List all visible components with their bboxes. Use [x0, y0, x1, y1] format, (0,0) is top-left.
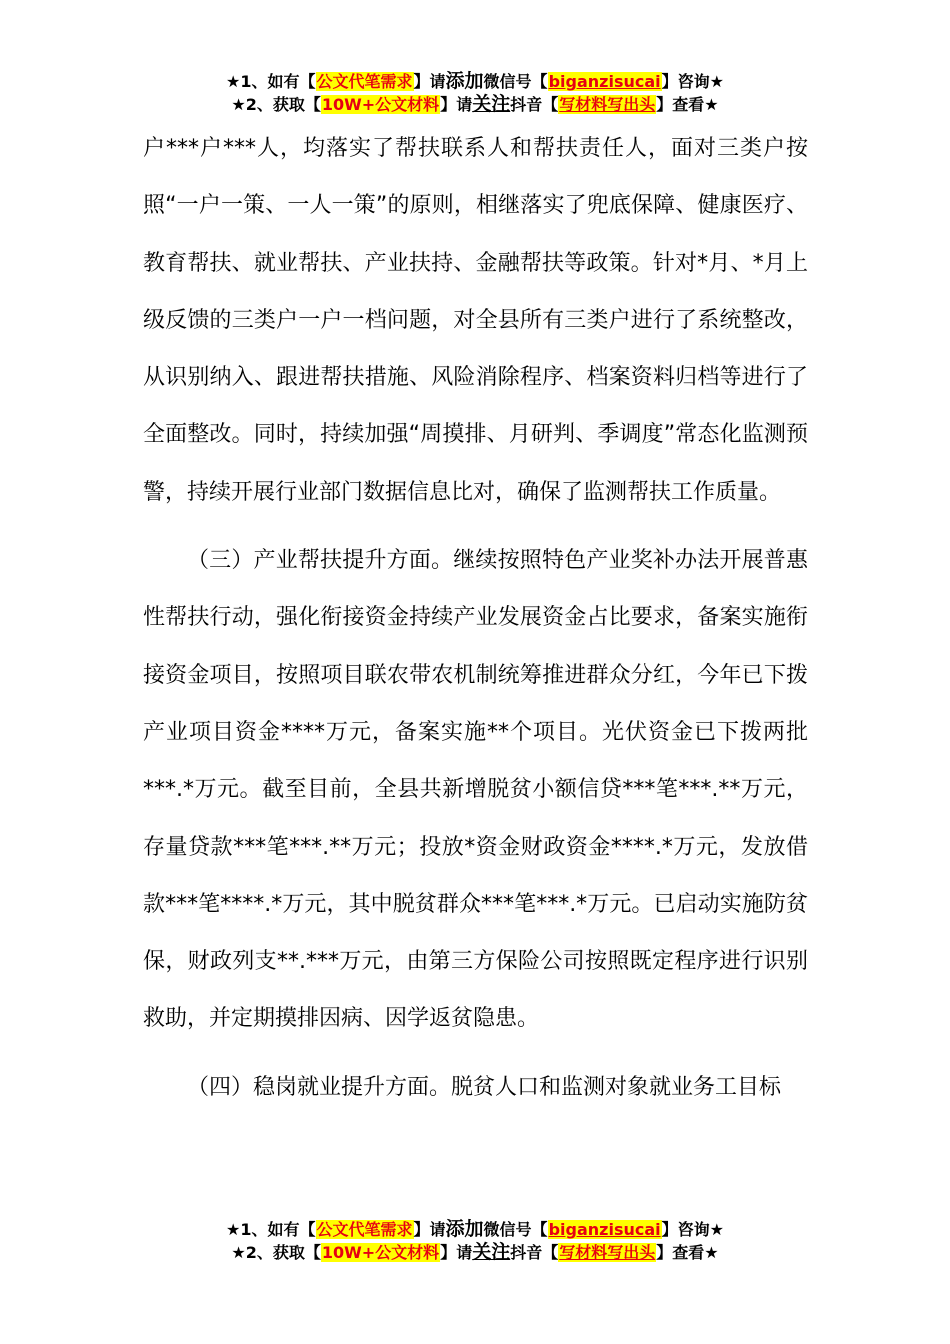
banner-text: 微信号【 [483, 1220, 548, 1239]
paragraph: 户***户***人，均落实了帮扶联系人和帮扶责任人，面对三类户按照“一户一策、一人一策”的原则，相继落实了兜底保障、健康医疗、教育帮扶、就业帮扶、产业扶持、金融帮扶等政策。针对*月、*月上级反馈的三类户一户一档问题，对全县所有三类户进行了系统整改，从识别纳入、跟进帮扶措施、风险消除程序、档案资料归档等进行了全面整改。同时，持续加强“周摸排、月研判、季调度”常态化监测预警，持续开展行业部门数据信息比对，确保了监测帮扶工作质量。 [143, 136, 808, 505]
wechat-id-link[interactable]: biganzisucai [548, 72, 661, 91]
douyin-account-link[interactable]: 写材料写出头 [559, 1243, 656, 1262]
banner-text: ★1、如有【 [226, 72, 316, 91]
banner-text: 】请 [440, 1243, 473, 1262]
banner-text: ★1、如有【 [226, 1220, 316, 1239]
banner-text: ★2、获取【 [231, 1243, 321, 1262]
header-banner [0, 70, 950, 116]
banner-text: 】请 [440, 95, 473, 114]
banner-emphasis: 关注 [472, 1241, 511, 1263]
banner-line-1 [0, 70, 950, 93]
banner-line-2 [0, 1241, 950, 1264]
banner-text: 】咨询★ [661, 72, 724, 91]
banner-text: 】查看★ [656, 95, 719, 114]
banner-text: 】查看★ [656, 1243, 719, 1262]
footer-banner [0, 1218, 950, 1264]
banner-text: 微信号【 [483, 72, 548, 91]
banner-text: 】咨询★ [661, 1220, 724, 1239]
highlight-materials: 10W+公文材料 [321, 1243, 440, 1262]
highlight-materials: 10W+公文材料 [321, 95, 440, 114]
banner-text: ★2、获取【 [231, 95, 321, 114]
banner-emphasis: 关注 [472, 93, 511, 115]
banner-emphasis: 添加 [445, 1218, 484, 1240]
document-body [143, 120, 808, 1116]
paragraph-employment: （四）稳岗就业提升方面。脱贫人口和监测对象就业务工目标 [187, 1074, 782, 1100]
wechat-id-link[interactable]: biganzisucai [548, 1220, 661, 1239]
highlight-writing-service: 公文代笔需求 [316, 72, 413, 91]
paragraph-industry-support: （三）产业帮扶提升方面。继续按照特色产业奖补办法开展普惠性帮扶行动，强化衔接资金持续产业发展资金占比要求，备案实施衔接资金项目，按照项目联农带农机制统筹推进群众分红，今年已下拨产业项目资金****万元，备案实施**个项目。光伏资金已下拨两批***.*万元。截至目前，全县共新增脱贫小额信贷***笔***.**万元，存量贷款***笔***.**万元；投放*资金财政资金****.*万元，发放借款***笔****.*万元，其中脱贫群众***笔***.*万元。已启动实施防贫保，财政列支**.***万元，由第三方保险公司按照既定程序进行识别救助，并定期摸排因病、因学返贫隐患。 [143, 548, 808, 1032]
banner-line-1 [0, 1218, 950, 1241]
banner-text: 抖音【 [510, 1243, 559, 1262]
banner-text: 】请 [413, 1220, 446, 1239]
douyin-account-link[interactable]: 写材料写出头 [559, 95, 656, 114]
banner-text: 抖音【 [510, 95, 559, 114]
banner-line-2 [0, 93, 950, 116]
highlight-writing-service: 公文代笔需求 [316, 1220, 413, 1239]
banner-text: 】请 [413, 72, 446, 91]
banner-emphasis: 添加 [445, 70, 484, 92]
